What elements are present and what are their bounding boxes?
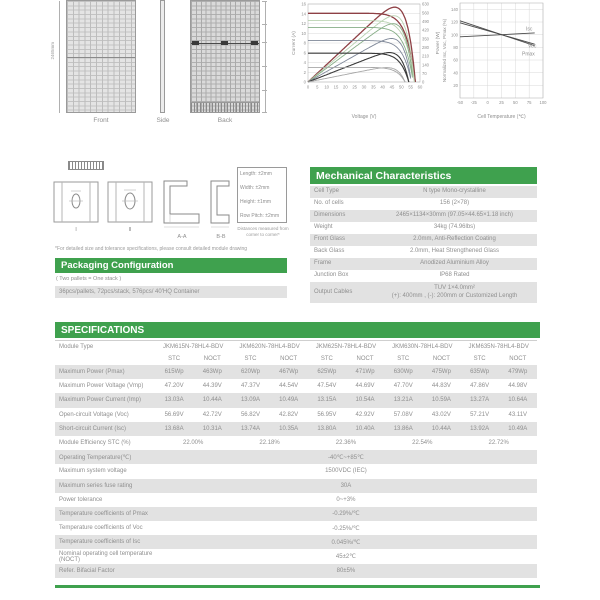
spec-value: 42.82V bbox=[279, 411, 299, 418]
scale-ruler-icon bbox=[68, 161, 104, 170]
axis-tick-label: 15 bbox=[333, 84, 339, 90]
mechanical-row-label: Cell Type bbox=[314, 188, 339, 195]
iv-curve bbox=[308, 41, 411, 79]
spec-row-label: Maximum Power Current (Imp) bbox=[59, 397, 142, 404]
axis-tick-label: 25 bbox=[352, 84, 358, 90]
spec-value: 13.27A bbox=[470, 397, 490, 404]
axis-tick-label: 55 bbox=[408, 84, 414, 90]
spec-value: 47.37V bbox=[240, 383, 260, 390]
spec-value: 57.08V bbox=[393, 411, 413, 418]
mechanical-row bbox=[310, 234, 537, 246]
specifications-section-header: SPECIFICATIONS bbox=[55, 322, 540, 338]
axis-tick-label: 10 bbox=[301, 30, 306, 36]
spec-row-label: Operating Temperature(℃) bbox=[59, 454, 132, 461]
spec-value: 44.39V bbox=[202, 383, 222, 390]
mechanical-row bbox=[310, 198, 537, 210]
spec-value: 13.09A bbox=[240, 397, 260, 404]
axis-tick-label: 20 bbox=[342, 84, 348, 90]
spec-value: -0.29%/℃ bbox=[332, 511, 360, 518]
spec-row-label: Maximum Power Voltage (Vmp) bbox=[59, 383, 144, 390]
spec-value: 475Wp bbox=[431, 369, 451, 376]
spec-value: 45±2℃ bbox=[335, 554, 356, 561]
y-axis-label-right: Power (W) bbox=[436, 31, 441, 55]
axis-tick-label: 140 bbox=[422, 62, 429, 68]
panel-back-hatch bbox=[191, 102, 259, 112]
axis-tick-label: 40 bbox=[380, 84, 386, 90]
mechanical-row-label: Output Cables bbox=[314, 288, 353, 295]
spec-value: 47.20V bbox=[164, 383, 184, 390]
series-label-voc: Voc bbox=[528, 43, 537, 50]
spec-value: 22.18% bbox=[259, 440, 280, 447]
axis-tick-label: 25 bbox=[499, 100, 504, 105]
spec-module-type-label: Module Type bbox=[59, 344, 94, 350]
dimension-line bbox=[59, 1, 60, 113]
dimension-line bbox=[265, 1, 266, 113]
spec-value: 471Wp bbox=[355, 369, 375, 376]
axis-tick-label: 5 bbox=[316, 84, 319, 90]
spec-condition-label: STC bbox=[244, 356, 257, 362]
mounting-diagram-2-label: Ⅱ bbox=[128, 227, 132, 233]
spec-module-name: JKM630N-78HL4-BDV bbox=[392, 344, 453, 350]
packaging-detail: 36pcs/pallets, 72pcs/stack, 576pcs/ 40'HQ Container bbox=[55, 286, 287, 298]
dimension-tick bbox=[262, 24, 267, 25]
spec-module-name: JKM620N-78HL4-BDV bbox=[239, 344, 300, 350]
spec-value: 10.59A bbox=[431, 397, 451, 404]
spec-value: 10.35A bbox=[279, 425, 299, 432]
spec-value: 0.045%/℃ bbox=[331, 539, 361, 546]
spec-value: 463Wp bbox=[202, 369, 222, 376]
mechanical-row-value: IP68 Rated bbox=[439, 272, 470, 279]
spec-value: 625Wp bbox=[317, 369, 337, 376]
spec-value: 1500VDC (IEC) bbox=[325, 468, 367, 475]
spec-condition-label: STC bbox=[168, 356, 181, 362]
spec-value: 22.36% bbox=[335, 440, 357, 447]
spec-value: 13.74A bbox=[240, 425, 260, 432]
mechanical-row bbox=[310, 186, 537, 198]
spec-row bbox=[55, 564, 537, 578]
spec-value: 44.83V bbox=[431, 383, 451, 390]
spec-value: 615Wp bbox=[164, 369, 184, 376]
spec-module-name: JKM625N-78HL4-BDV bbox=[315, 344, 377, 350]
mechanical-row-label: No. of cells bbox=[314, 200, 344, 207]
x-axis-label: Voltage (V) bbox=[351, 114, 377, 120]
spec-row-label: Maximum Power (Pmax) bbox=[59, 369, 125, 376]
frame-section-aa-label: A-A bbox=[177, 234, 187, 240]
spec-value: 13.15A bbox=[317, 397, 337, 404]
spec-value: 30A bbox=[340, 482, 352, 489]
spec-value: 42.92V bbox=[355, 411, 375, 418]
spec-value: -0.25%/℃ bbox=[332, 525, 360, 532]
spec-row-label: Open-circuit Voltage (Voc) bbox=[59, 411, 129, 418]
spec-row bbox=[55, 450, 537, 464]
spec-condition-label: STC bbox=[473, 356, 486, 362]
axis-tick-label: 490 bbox=[422, 18, 429, 24]
mechanical-row-label: Back Glass bbox=[314, 248, 345, 255]
spec-value: 630Wp bbox=[393, 369, 413, 376]
spec-value: 467Wp bbox=[279, 369, 299, 376]
axis-tick-label: 16 bbox=[301, 1, 306, 7]
spec-row-label: Short-circuit Current (Isc) bbox=[59, 425, 127, 432]
spec-value: 22.72% bbox=[488, 440, 509, 447]
pv-curve bbox=[308, 7, 415, 82]
spec-row bbox=[55, 408, 537, 422]
spec-row-label: Temperature coefficients of Pmax bbox=[59, 510, 148, 517]
spec-value: 13.21A bbox=[393, 397, 413, 404]
axis-tick-label: 6 bbox=[303, 50, 306, 56]
axis-tick-label: -25 bbox=[470, 100, 477, 105]
spec-row bbox=[55, 353, 537, 365]
spec-row bbox=[55, 479, 537, 493]
spec-row-label: Module Efficiency STC (%) bbox=[59, 440, 131, 447]
axis-tick-label: 0 bbox=[303, 79, 306, 85]
spec-value: 10.64A bbox=[508, 397, 528, 404]
spec-value: 635Wp bbox=[470, 369, 490, 376]
bottom-divider bbox=[55, 585, 540, 588]
mechanical-row-value: 34kg (74.96lbs) bbox=[433, 224, 476, 231]
spec-condition-label: NOCT bbox=[509, 356, 527, 362]
spec-row bbox=[55, 549, 537, 563]
spec-row bbox=[55, 535, 537, 549]
spec-condition-label: NOCT bbox=[432, 356, 450, 362]
axis-tick-label: -50 bbox=[456, 100, 464, 105]
spec-row bbox=[55, 464, 537, 478]
spec-row bbox=[55, 393, 537, 407]
axis-tick-label: 560 bbox=[422, 10, 429, 16]
spec-value: 10.40A bbox=[355, 425, 375, 432]
panel-side-drawing bbox=[160, 0, 165, 113]
axis-tick-label: 630 bbox=[422, 1, 429, 7]
mounting-footnote: *For detailed size and tolerance specifications, please consult detailed module drawing bbox=[55, 246, 248, 252]
mechanical-row-value: N type Mono-crystalline bbox=[423, 188, 486, 195]
axis-tick-label: 60 bbox=[417, 84, 423, 90]
spec-row-label: Temperature coefficients of Voc bbox=[59, 525, 143, 532]
axis-tick-label: 140 bbox=[451, 6, 458, 12]
front-height-dimension: 2465mm bbox=[50, 42, 55, 60]
mechanical-row bbox=[310, 222, 537, 234]
mounting-hole-diagram-1 bbox=[53, 181, 99, 223]
axis-tick-label: 10 bbox=[324, 84, 330, 90]
mechanical-row-label: Weight bbox=[314, 224, 333, 231]
specifications-table bbox=[55, 340, 537, 578]
spec-value: 10.49A bbox=[508, 425, 528, 432]
spec-condition-label: STC bbox=[320, 356, 333, 362]
frame-section-bb-label: B-B bbox=[216, 234, 226, 240]
mechanical-row bbox=[310, 282, 537, 303]
spec-row bbox=[55, 379, 537, 393]
packaging-note: ( Two pallets = One stack ) bbox=[56, 276, 122, 282]
spec-row-label: Nominal operating cell temperature (NOCT) bbox=[59, 550, 153, 563]
mechanical-row-label: Dimensions bbox=[314, 212, 346, 219]
spec-value: 22.54% bbox=[412, 440, 433, 447]
packaging-section-header: Packaging Configuration bbox=[55, 258, 287, 273]
mechanical-row-label: Frame bbox=[314, 260, 332, 267]
spec-value: 13.80A bbox=[317, 425, 337, 432]
spec-condition-label: NOCT bbox=[280, 356, 298, 362]
spec-condition-label: NOCT bbox=[203, 356, 221, 362]
panel-center-divider bbox=[67, 57, 135, 58]
spec-row bbox=[55, 507, 537, 521]
spec-value: 80±5% bbox=[336, 567, 356, 574]
spec-value: 47.54V bbox=[317, 383, 337, 390]
mechanical-row-label: Front Glass bbox=[314, 236, 346, 243]
iv-power-chart bbox=[288, 0, 448, 126]
axis-tick-label: 210 bbox=[422, 53, 429, 59]
spec-condition-label: NOCT bbox=[356, 356, 374, 362]
axis-tick-label: 120 bbox=[451, 19, 458, 25]
y-axis-label: Normalized Isc, Voc, Pmax (%) bbox=[442, 18, 447, 83]
mechanical-row-value: 2465×1134×30mm (97.05×44.65×1.18 inch) bbox=[396, 212, 513, 219]
mechanical-row bbox=[310, 210, 537, 222]
y-axis-label-left: Current (A) bbox=[292, 31, 297, 55]
axis-tick-label: 100 bbox=[451, 32, 458, 38]
spec-value: 10.54A bbox=[355, 397, 375, 404]
tolerance-row-pitch: Row Pitch: ±2mm bbox=[240, 213, 280, 219]
spec-value: 10.49A bbox=[279, 397, 299, 404]
junction-box-icon bbox=[192, 41, 199, 45]
axis-tick-label: 4 bbox=[303, 60, 306, 66]
axis-tick-label: 350 bbox=[422, 36, 429, 42]
spec-condition-label: STC bbox=[397, 356, 410, 362]
series-label-pmax: Pmax bbox=[522, 51, 535, 58]
dimension-tick bbox=[262, 66, 267, 67]
axis-tick-label: 60 bbox=[453, 57, 458, 63]
axis-tick-label: 70 bbox=[422, 70, 427, 76]
junction-box-icon bbox=[221, 41, 228, 45]
axis-tick-label: 75 bbox=[526, 100, 532, 105]
spec-row-label: Temperature coefficients of Isc bbox=[59, 539, 141, 546]
spec-row bbox=[55, 493, 537, 507]
axis-tick-label: 8 bbox=[303, 40, 306, 46]
spec-value: -40℃~+85℃ bbox=[328, 454, 364, 461]
mechanical-row-value: 2.0mm, Anti-Reflection Coating bbox=[413, 236, 496, 243]
axis-tick-label: 0 bbox=[422, 79, 425, 85]
mechanical-row-value: TUV 1×4.0mm² (+): 400mm , (-): 200mm or Customized Length bbox=[391, 285, 518, 299]
axis-tick-label: 50 bbox=[512, 100, 518, 105]
dimension-tick bbox=[262, 42, 267, 43]
spec-value: 47.86V bbox=[470, 383, 490, 390]
spec-value: 13.86A bbox=[393, 425, 413, 432]
dimension-tick bbox=[262, 1, 267, 2]
mechanical-row bbox=[310, 258, 537, 270]
spec-value: 10.44A bbox=[431, 425, 451, 432]
mechanical-section-header: Mechanical Characteristics bbox=[310, 167, 537, 184]
tolerance-width: Width: ±2mm bbox=[240, 185, 270, 191]
spec-module-name: JKM615N-78HL4-BDV bbox=[163, 344, 224, 350]
tolerance-box bbox=[237, 167, 287, 223]
spec-value: 13.92A bbox=[470, 425, 490, 432]
spec-value: 22.00% bbox=[183, 440, 204, 447]
spec-row bbox=[55, 340, 537, 353]
spec-value: 479Wp bbox=[508, 369, 528, 376]
spec-row bbox=[55, 521, 537, 535]
spec-value: 43.02V bbox=[431, 411, 451, 418]
axis-tick-label: 50 bbox=[398, 84, 404, 90]
junction-box-icon bbox=[251, 41, 258, 45]
spec-value: 43.11V bbox=[508, 411, 528, 418]
spec-value: 56.95V bbox=[317, 411, 337, 418]
axis-tick-label: 30 bbox=[361, 84, 367, 90]
axis-tick-label: 420 bbox=[422, 27, 429, 33]
tolerance-note: Distances measured from corner to corner* bbox=[237, 226, 289, 237]
spec-value: 44.69V bbox=[355, 383, 375, 390]
axis-tick-label: 20 bbox=[453, 82, 458, 88]
mechanical-row bbox=[310, 270, 537, 282]
axis-tick-label: 2 bbox=[303, 69, 306, 75]
spec-value: 57.21V bbox=[470, 411, 490, 418]
axis-tick-label: 0 bbox=[306, 84, 310, 90]
panel-back-drawing bbox=[190, 0, 260, 113]
spec-value: 0~+3% bbox=[336, 496, 356, 503]
tolerance-height: Height: ±1mm bbox=[240, 199, 272, 205]
spec-row bbox=[55, 365, 537, 379]
axis-tick-label: 100 bbox=[539, 100, 547, 105]
mechanical-row-value: 2.0mm, Heat Strengthened Glass bbox=[409, 248, 500, 255]
mechanical-row-value: 156 (2×78) bbox=[439, 200, 470, 207]
spec-row-label: Maximum system voltage bbox=[59, 468, 127, 475]
panel-front-drawing bbox=[66, 0, 136, 113]
spec-value: 56.82V bbox=[240, 411, 260, 418]
temperature-chart bbox=[438, 0, 598, 126]
mechanical-row-value: Anodized Aluminium Alloy bbox=[420, 260, 489, 267]
x-axis-label: Cell Temperature (℃) bbox=[477, 114, 526, 120]
mechanical-row-label: Junction Box bbox=[314, 272, 349, 279]
front-view-label: Front bbox=[93, 117, 109, 124]
axis-tick-label: 80 bbox=[453, 44, 458, 50]
spec-value: 10.31A bbox=[202, 425, 222, 432]
mechanical-row bbox=[310, 246, 537, 258]
spec-value: 620Wp bbox=[240, 369, 260, 376]
spec-row-label: Power tolerance bbox=[59, 496, 103, 503]
axis-tick-label: 45 bbox=[389, 84, 395, 90]
back-view-label: Back bbox=[217, 117, 233, 124]
tolerance-length: Length: ±2mm bbox=[240, 171, 272, 177]
mounting-hole-diagram-2 bbox=[107, 181, 153, 223]
mechanical-table bbox=[310, 186, 537, 303]
spec-value: 10.44A bbox=[202, 397, 222, 404]
series-label-isc: Isc bbox=[526, 26, 533, 33]
axis-tick-label: 40 bbox=[453, 70, 458, 76]
spec-value: 13.03A bbox=[164, 397, 184, 404]
dimension-tick bbox=[262, 90, 267, 91]
axis-tick-label: 14 bbox=[301, 11, 306, 17]
frame-section-aa-drawing bbox=[160, 178, 204, 230]
side-view-label: Side bbox=[156, 117, 170, 124]
dimension-tick bbox=[262, 112, 267, 113]
axis-tick-label: 0 bbox=[486, 100, 489, 105]
spec-value: 13.68A bbox=[164, 425, 184, 432]
spec-value: 44.98V bbox=[508, 383, 528, 390]
spec-value: 42.72V bbox=[202, 411, 222, 418]
spec-row-label: Refer. Bifacial Factor bbox=[59, 567, 115, 574]
spec-module-name: JKM635N-78HL4-BDV bbox=[468, 344, 529, 350]
mounting-diagram-1-label: Ⅰ bbox=[75, 227, 77, 233]
axis-tick-label: 35 bbox=[370, 84, 376, 90]
axis-tick-label: 12 bbox=[301, 21, 306, 27]
spec-value: 44.54V bbox=[279, 383, 299, 390]
spec-row bbox=[55, 422, 537, 436]
spec-value: 47.70V bbox=[393, 383, 413, 390]
axis-tick-label: 280 bbox=[422, 44, 429, 50]
spec-value: 56.69V bbox=[164, 411, 184, 418]
frame-section-bb-drawing bbox=[208, 178, 234, 230]
spec-row-label: Maximum series fuse rating bbox=[59, 482, 133, 489]
spec-row bbox=[55, 436, 537, 450]
